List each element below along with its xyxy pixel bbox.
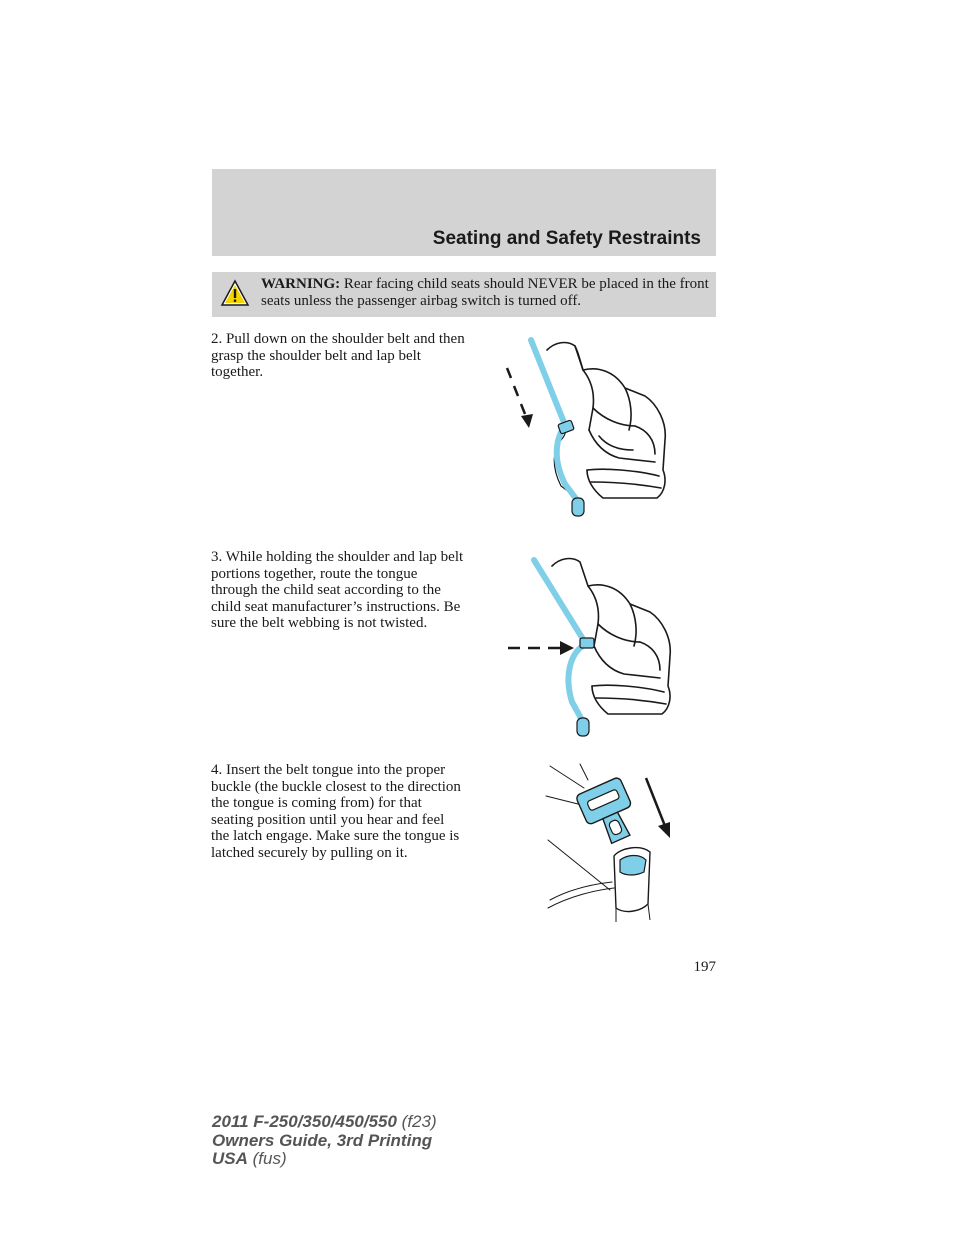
- section-title: Seating and Safety Restraints: [432, 228, 701, 249]
- warning-label: WARNING:: [261, 276, 341, 292]
- footer-market: USA: [212, 1149, 248, 1168]
- warning-body: Rear facing child seats should NEVER be placed in the front seats unless the passenger airbag switch is turned off.: [261, 276, 709, 309]
- footer-line-3: [212, 1150, 437, 1169]
- footer: [212, 1113, 437, 1169]
- footer-model: 2011 F-250/350/450/550: [212, 1112, 397, 1131]
- footer-market-code: (fus): [247, 1149, 287, 1168]
- warning-text: [261, 276, 709, 309]
- footer-printing: Owners Guide, 3rd Printing: [212, 1130, 433, 1150]
- warning-box: [212, 272, 716, 317]
- footer-line-2: [212, 1132, 437, 1151]
- footer-model-code: (f23): [396, 1112, 437, 1131]
- step-4-text: 4. Insert the belt tongue into the proper buckle (the buckle closest to the direction the tongue is coming from) for that seating position until you hear and feel the latch engage. Make sure the tongue is latched securely by pulling on it.: [211, 762, 461, 861]
- warning-triangle-icon: [220, 279, 250, 307]
- section-header-band: [212, 169, 716, 256]
- footer-line-1: [212, 1113, 437, 1132]
- child-seat-route-belt-illustration: [500, 552, 690, 742]
- child-seat-pull-belt-illustration: [495, 330, 685, 525]
- page-number: 197: [693, 959, 716, 975]
- step-2-text: 2. Pull down on the shoulder belt and then grasp the shoulder belt and lap belt together.: [211, 331, 465, 380]
- step-3-text: 3. While holding the shoulder and lap belt portions together, route the tongue through the child seat according to the child seat manufacturer’s instructions. Be sure the belt webbing is not twisted.: [211, 549, 464, 631]
- buckle-insert-illustration: [540, 760, 680, 925]
